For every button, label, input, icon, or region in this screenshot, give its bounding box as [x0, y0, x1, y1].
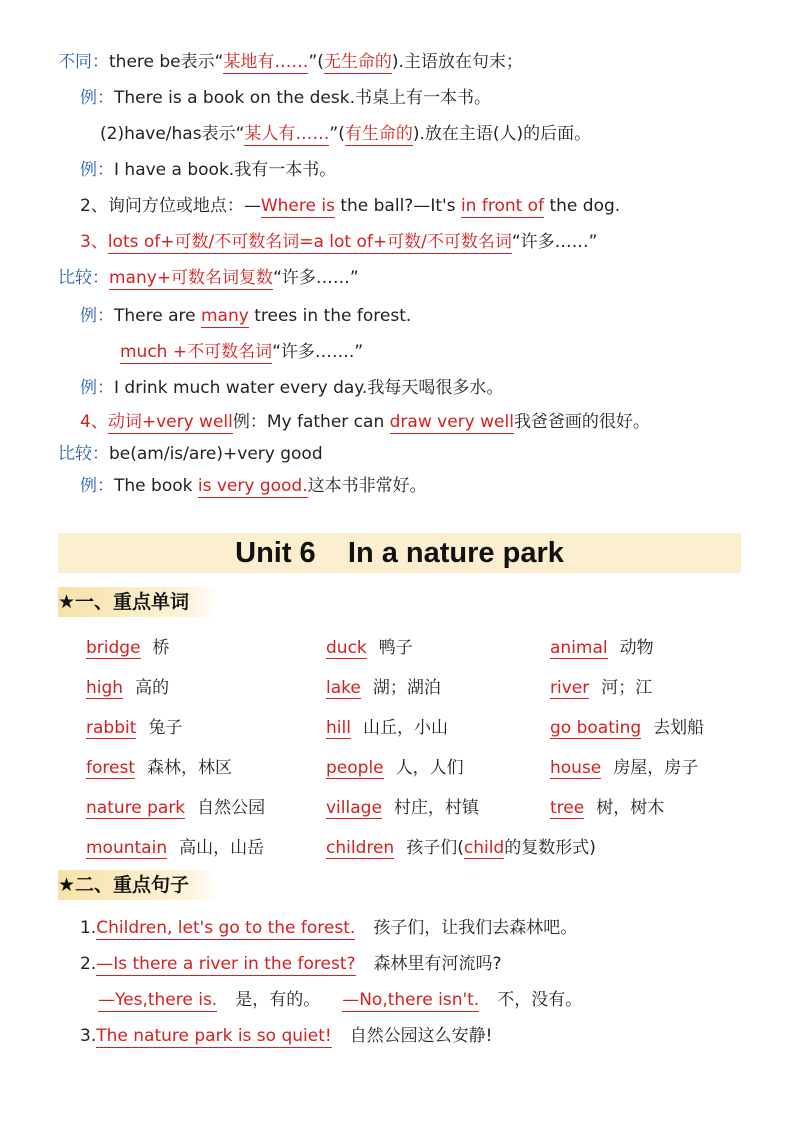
- grammar-line-6: 3、lots of+可数/不可数名词=a lot of+可数/不可数名词“许多……”: [80, 232, 598, 252]
- grammar-line-10: 例：I drink much water every day.我每天喝很多水。: [80, 378, 504, 398]
- vocab-item: tree 树，树木: [550, 798, 665, 818]
- unit-banner: [58, 533, 741, 573]
- grammar-line-2: 例：There is a book on the desk.书桌上有一本书。: [80, 88, 491, 108]
- vocab-item: go boating 去划船: [550, 718, 705, 738]
- vocab-item: house 房屋，房子: [550, 758, 699, 778]
- label-difference: 不同：: [58, 52, 109, 72]
- vocab-item: animal 动物: [550, 638, 654, 658]
- grammar-line-3: (2)have/has表示“某人有……”(有生命的).放在主语(人)的后面。: [100, 124, 592, 144]
- sentence-3: —Yes,there is. 是，有的。 —No,there isn't. 不，没有。: [98, 990, 583, 1010]
- vocab-item: village 村庄，村镇: [326, 798, 479, 818]
- unit-title: Unit 6 In a nature park: [235, 537, 564, 569]
- vocab-item: people 人，人们: [326, 758, 464, 778]
- grammar-line-7: 比较：many+可数名词复数“许多……”: [58, 268, 359, 288]
- section-key-words-heading: ★一、重点单词: [58, 587, 218, 617]
- vocab-item: bridge 桥: [86, 638, 170, 658]
- vocab-item: hill 山丘，小山: [326, 718, 448, 738]
- section-key-sentences-heading: ★二、重点句子: [58, 870, 218, 900]
- grammar-line-9: much +不可数名词“许多…….”: [120, 342, 364, 362]
- vocab-item: duck 鸭子: [326, 638, 413, 658]
- grammar-line-11: 4、动词+very well例：My father can draw very well我爸爸画的很好。: [80, 412, 650, 432]
- vocab-item: nature park 自然公园: [86, 798, 266, 818]
- grammar-line-4: 例：I have a book.我有一本书。: [80, 160, 337, 180]
- grammar-line-12: 比较：be(am/is/are)+very good: [58, 444, 323, 464]
- label-example: 例：: [80, 476, 114, 496]
- grammar-line-5: 2、询问方位或地点：—Where is the ball?—It's in front of the dog.: [80, 196, 621, 216]
- label-compare: 比较：: [58, 268, 109, 288]
- sentence-1: 1.Children, let's go to the forest. 孩子们，让我们去森林吧。: [80, 918, 578, 938]
- vocab-item: river 河；江: [550, 678, 653, 698]
- label-example: 例：: [80, 160, 114, 180]
- label-example: 例：: [80, 378, 114, 398]
- vocab-item: forest 森林，林区: [86, 758, 232, 778]
- label-example: 例：: [80, 306, 114, 326]
- vocab-item: rabbit 兔子: [86, 718, 183, 738]
- grammar-line-8: 例：There are many trees in the forest.: [80, 306, 412, 326]
- vocab-item: lake 湖；湖泊: [326, 678, 441, 698]
- vocab-item: children 孩子们(child的复数形式): [326, 838, 596, 858]
- sentence-4: 3.The nature park is so quiet! 自然公园这么安静!: [80, 1026, 493, 1046]
- vocab-item: high 高的: [86, 678, 170, 698]
- vocab-item: mountain 高山，山岳: [86, 838, 265, 858]
- grammar-line-13: 例：The book is very good.这本书非常好。: [80, 476, 427, 496]
- sentence-2: 2.—Is there a river in the forest? 森林里有河流吗?: [80, 954, 502, 974]
- grammar-line-1: 不同：there be表示“某地有……”(无生命的).主语放在句末；: [58, 52, 523, 72]
- label-compare: 比较：: [58, 444, 109, 464]
- label-example: 例：: [80, 88, 114, 108]
